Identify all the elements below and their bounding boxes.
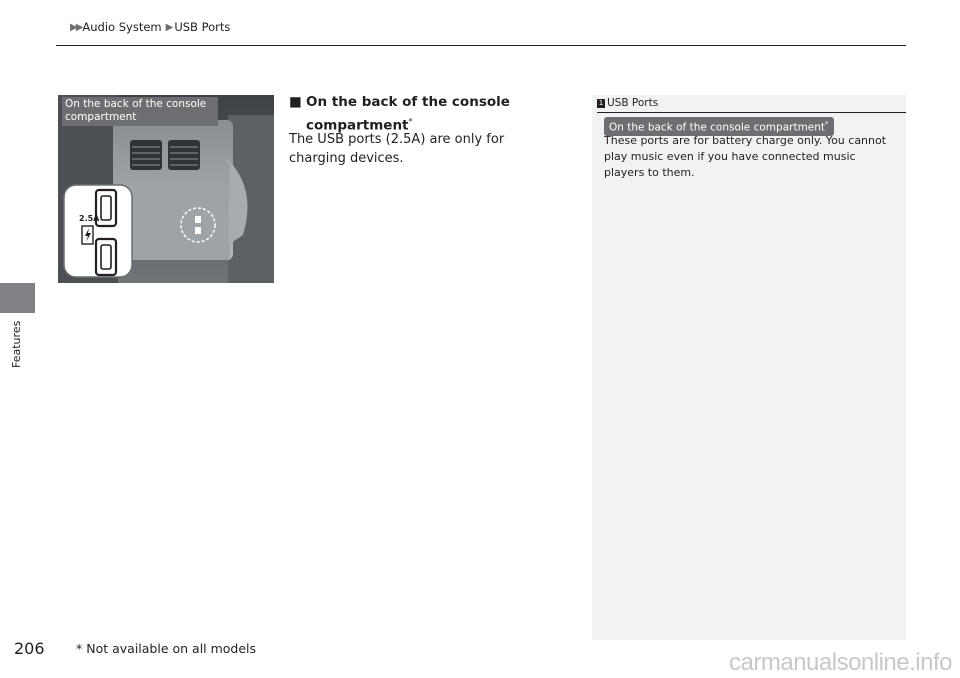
breadcrumb-item-usb-ports[interactable]: USB Ports	[174, 20, 231, 34]
arrow-icon: ▶	[165, 21, 174, 33]
double-arrow-icon: ▶▶	[70, 21, 82, 33]
chapter-tab[interactable]	[0, 283, 35, 313]
sidebar-badge-text: On the back of the console compartment	[609, 121, 826, 134]
breadcrumb-item-audio-system[interactable]: Audio System	[82, 20, 162, 34]
sidebar-title-text: USB Ports	[607, 97, 659, 109]
sidebar-title	[597, 97, 658, 109]
port-rating-label: 2.5A	[79, 214, 100, 223]
section-heading-text: On the back of the console compartment	[306, 94, 510, 134]
chapter-label: Features	[10, 320, 23, 368]
note-icon: 1	[598, 98, 604, 107]
section-body: The USB ports (2.5A) are only for charging devices.	[289, 132, 505, 166]
sidebar-badge-marker: *	[825, 120, 829, 128]
sidebar-divider	[597, 112, 906, 113]
footnote: * Not available on all models	[76, 641, 257, 656]
breadcrumb	[70, 20, 230, 34]
square-bullet-icon: ■	[289, 94, 302, 110]
header-divider	[56, 45, 906, 46]
sidebar-text: These ports are for battery charge only. You cannot play music even if you have connected music players to them.	[604, 134, 887, 179]
watermark: carmanualsonline.info	[729, 649, 952, 676]
page-number: 206	[14, 639, 45, 658]
figure-caption: On the back of the console compartment	[62, 97, 218, 126]
availability-marker: *	[408, 117, 413, 126]
